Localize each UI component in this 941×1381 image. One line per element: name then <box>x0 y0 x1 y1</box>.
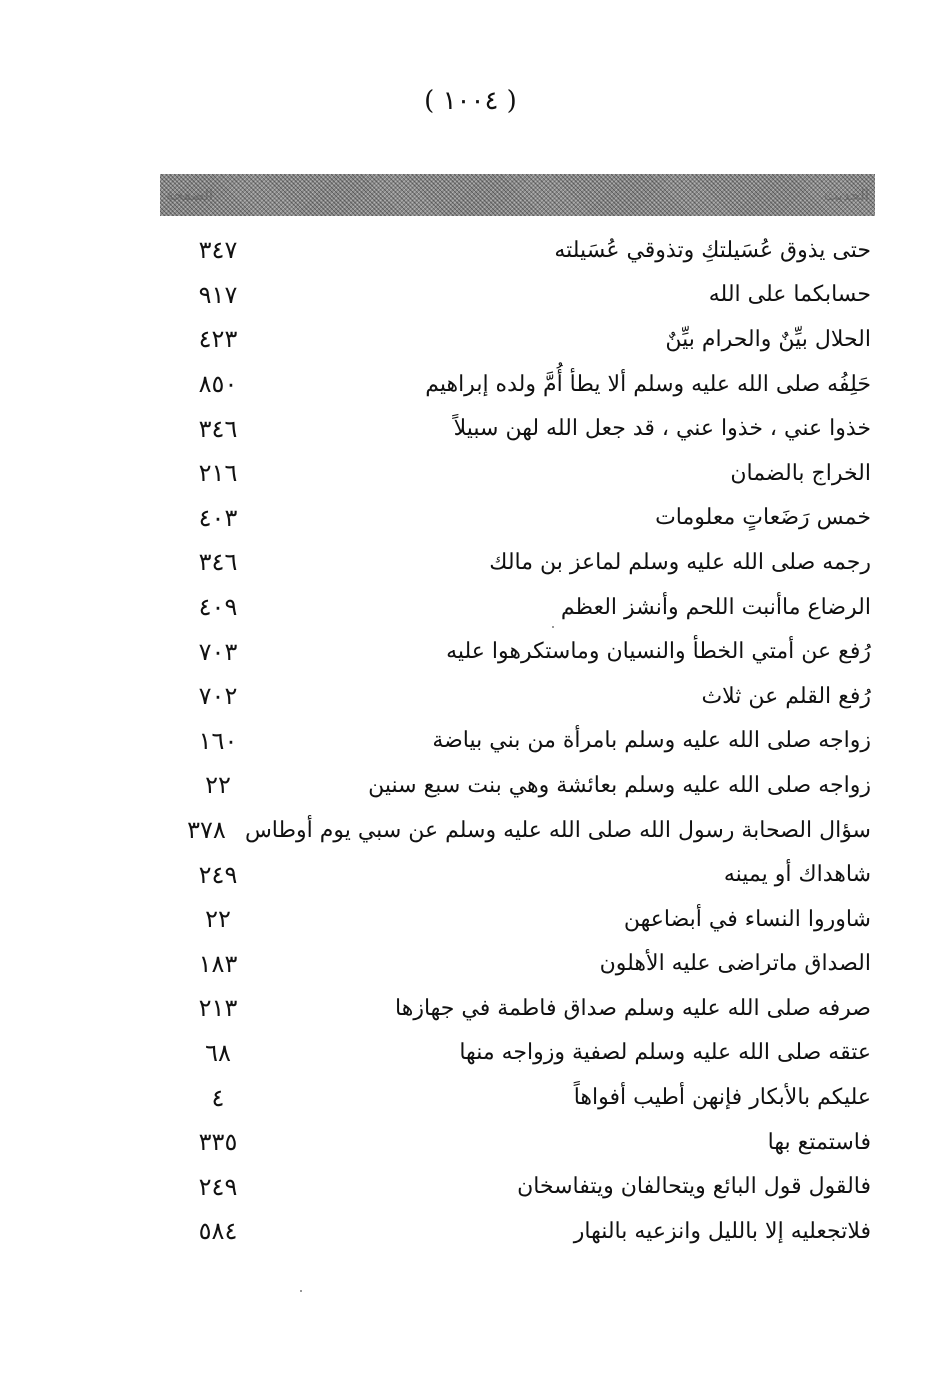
index-entry-row <box>160 629 875 674</box>
entry-page-number: ٩١٧ <box>198 280 238 309</box>
entry-hadith-text: فاستمتع بها <box>767 1129 871 1155</box>
index-entry-row <box>160 496 875 541</box>
index-entry-row <box>160 1209 875 1254</box>
index-entries <box>160 228 875 1254</box>
entry-hadith-text: الخراج بالضمان <box>730 460 871 486</box>
index-entry-row <box>160 808 875 853</box>
entry-hadith-text: حتى يذوق عُسَيلتكِ وتذوقي عُسَيلته <box>554 237 871 263</box>
entry-page-number: ٢٢ <box>205 771 231 800</box>
scan-speck <box>300 1290 302 1292</box>
entry-hadith-text: زواجه صلى الله عليه وسلم بامرأة من بني بياضة <box>432 728 871 754</box>
index-entry-row <box>160 228 875 273</box>
index-entry-row <box>160 451 875 496</box>
entry-hadith-text: فلاتجعليه إلا بالليل وانزعيه بالنهار <box>573 1218 871 1244</box>
index-entry-row <box>160 852 875 897</box>
entry-page-number: ٣٣٥ <box>198 1128 238 1157</box>
entry-page-number: ٢٢ <box>205 905 231 934</box>
entry-hadith-text: رُفع عن أمتي الخطأ والنسيان وماستكرهوا عليه <box>446 639 871 665</box>
index-entry-row <box>160 942 875 987</box>
entry-page-number: ٣٧٨ <box>187 816 226 845</box>
entry-hadith-text: حَلِفُه صلى الله عليه وسلم ألا يطأ أُمَّ ولده إبراهيم <box>425 371 871 397</box>
entry-hadith-text: سؤال الصحابة رسول الله صلى الله عليه وسلم عن سبي يوم أوطاس <box>244 817 871 843</box>
index-entry-row <box>160 719 875 764</box>
entry-hadith-text: شاهداك أو يمينه <box>723 862 871 888</box>
entry-hadith-text: عتقه صلى الله عليه وسلم لصفية وزواجه منها <box>459 1040 871 1066</box>
entry-hadith-text: رُفع القلم عن ثلاث <box>701 683 871 709</box>
entry-page-number: ٨٥٠ <box>198 370 238 399</box>
index-entry-row <box>160 585 875 630</box>
index-entry-row <box>160 317 875 362</box>
page-number: ( ١٠٠٤ ) <box>424 86 517 116</box>
entry-page-number: ٣٤٦ <box>198 548 238 577</box>
entry-page-number: ٦٨ <box>205 1038 231 1067</box>
entry-hadith-text: زواجه صلى الله عليه وسلم بعائشة وهي بنت سبع سنين <box>368 772 871 798</box>
entry-page-number: ٣٤٧ <box>198 236 238 265</box>
entry-hadith-text: خمس رَضَعاتٍ معلومات <box>655 505 871 531</box>
entry-hadith-text: فالقول قول البائع ويتحالفان ويتفاسخان <box>517 1174 871 1200</box>
entry-page-number: ٣٤٦ <box>198 414 238 443</box>
entry-page-number: ٧٠٣ <box>198 637 238 666</box>
header-page-label: الصفحة <box>166 186 214 204</box>
entry-hadith-text: رجمه صلى الله عليه وسلم لماعز بن مالك <box>489 549 871 575</box>
index-entry-row <box>160 1031 875 1076</box>
entry-page-number: ٢٤٩ <box>198 860 238 889</box>
entry-page-number: ٥٨٤ <box>198 1217 238 1246</box>
index-entry-row <box>160 1075 875 1120</box>
index-entry-row <box>160 406 875 451</box>
entry-hadith-text: عليكم بالأبكار فإنهن أطيب أفواهاً <box>573 1085 871 1111</box>
entry-hadith-text: صرفه صلى الله عليه وسلم صداق فاطمة في جهازها <box>395 995 871 1021</box>
entry-page-number: ٢٤٩ <box>198 1172 238 1201</box>
entry-hadith-text: الرضاع ماأنبت اللحم وأنشز العظم <box>560 594 871 620</box>
entry-hadith-text: الصداق ماتراضى عليه الأهلون <box>599 951 871 977</box>
index-entry-row <box>160 1120 875 1165</box>
index-entry-row <box>160 986 875 1031</box>
entry-page-number: ٤٠٣ <box>198 503 238 532</box>
entry-page-number: ٢١٦ <box>198 459 238 488</box>
entry-page-number: ١٨٣ <box>198 949 238 978</box>
entry-page-number: ٧٠٢ <box>198 682 238 711</box>
index-entry-row <box>160 540 875 585</box>
entry-hadith-text: شاوروا النساء في أبضاعهن <box>623 906 871 932</box>
header-text-label: الحديث <box>823 186 869 204</box>
index-entry-row <box>160 273 875 318</box>
entry-page-number: ٤٢٣ <box>198 325 238 354</box>
entry-page-number: ٤٠٩ <box>198 593 238 622</box>
entry-page-number: ٢١٣ <box>198 994 238 1023</box>
index-entry-row <box>160 763 875 808</box>
entry-hadith-text: الحلال بيِّنٌ والحرام بيِّنٌ <box>665 326 871 352</box>
entry-page-number: ٤ <box>211 1083 225 1112</box>
entry-page-number: ١٦٠ <box>198 726 238 755</box>
index-entry-row <box>160 362 875 407</box>
index-entry-row <box>160 897 875 942</box>
entry-hadith-text: حسابكما على الله <box>708 282 871 308</box>
index-entry-row <box>160 1164 875 1209</box>
entry-hadith-text: خذوا عني ، خذوا عني ، قد جعل الله لهن سبيلاً <box>453 416 871 442</box>
scan-speck <box>552 626 554 628</box>
index-entry-row <box>160 674 875 719</box>
table-header-band <box>160 174 875 216</box>
